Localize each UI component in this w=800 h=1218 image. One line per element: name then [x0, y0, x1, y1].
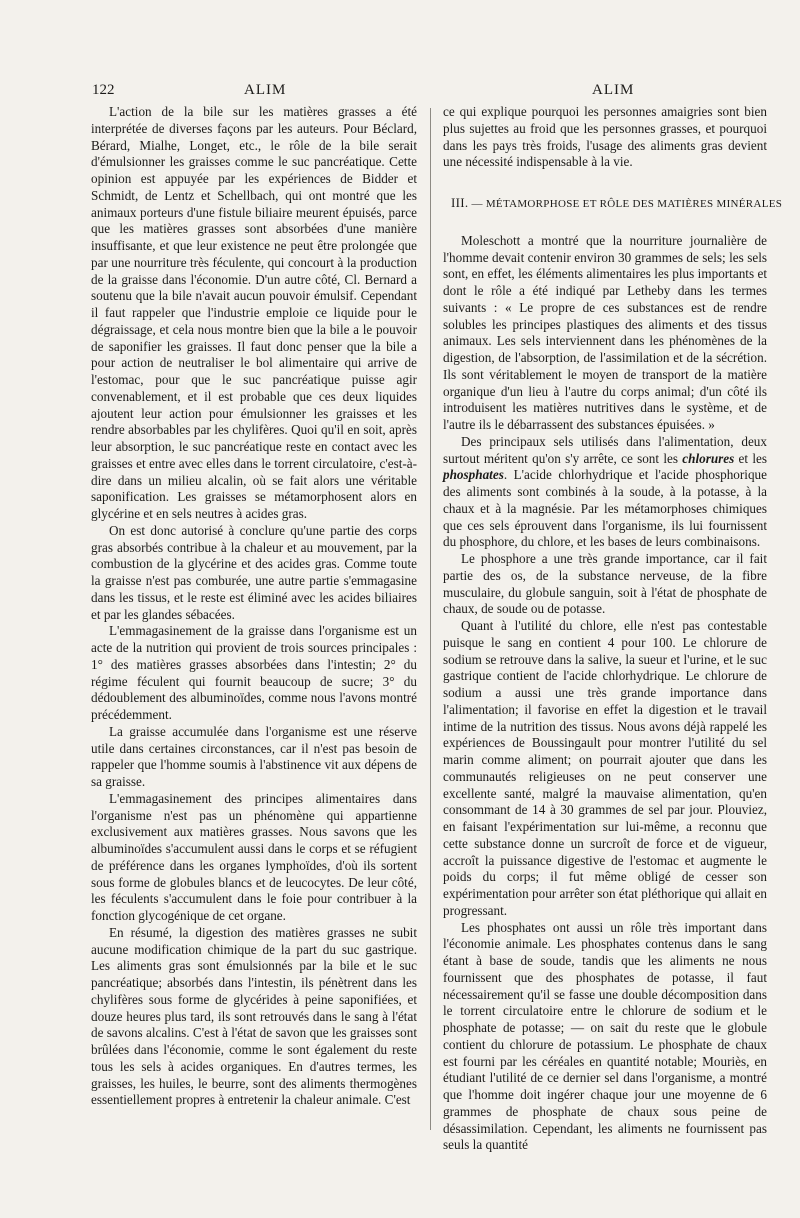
paragraph: ce qui explique pourquoi les personnes amaigries sont bien plus sujettes au froid que les personnes grasses, et pourquoi dans les pays très froids, l'usage des aliments gras devient une nécessité indispensable à la vie.: [443, 104, 767, 170]
running-head-right: ALIM: [592, 82, 635, 98]
text-run: Des principaux sels utilisés dans l'alimentation, deux surtout méritent qu'on s'y arrête, ce sont les: [443, 433, 767, 466]
paragraph: [443, 434, 767, 551]
section-number: III.: [451, 195, 469, 210]
page-number: 122: [92, 82, 115, 98]
section-dash: —: [468, 198, 486, 210]
section-title: MÉTAMORPHOSE ET RÔLE DES MATIÈRES MINÉRALES: [485, 198, 783, 210]
section-heading: [451, 195, 783, 213]
emphasis-phosphates: phosphates: [443, 467, 504, 483]
paragraph: L'action de la bile sur les matières grasses a été interprétée de diverses façons par les auteurs. Pour Béclard, Bérard, Mialhe, Longet, etc., le rôle de la bile serait d'émulsionner les graisses comme le suc pancréatique. Cette opinion est appuyée par les expériences de Bidder et Schmidt, de Lentz et Schellbach, qui ont montré que les animaux porteurs d'une fistule biliaire meurent épuisés, parce que les matières grasses sont absorbées d'une manière insuffisante, et que leur existence ne peut être prolongée que par une nourriture très féculente, qui concourt à la production de la graisse dans l'économie. D'un autre côté, Cl. Bernard a soutenu que la bile n'avait aucun pouvoir émulsif. Cependant il faut rappeler que l'industrie emploie ce liquide pour le dégraissage, et cela nous montre bien que la bile a le pouvoir de saponifier les graisses. Il faut donc penser que la bile a pour action de neutraliser le bol alimentaire qui arrive de l'estomac, pour que le suc pancréatique puisse agir convenablement, et il est probable que ces deux liquides ajoutent leur action pour émulsionner les graisses et les rendre absorbables par les chylifères. Quoi qu'il en soit, après leur absorption, le suc pancréatique reste en contact avec les graisses et entre avec elles dans le torrent circulatoire, c'est-à-dire dans un milieu alcalin, où se fait alors une véritable saponification. Les graisses se métamorphosent alors en glycérine et en sels neutres à acides gras.: [91, 104, 417, 521]
paragraph: En résumé, la digestion des matières grasses ne subit aucune modification chimique de la part du suc gastrique. Les aliments gras sont émulsionnés par la bile et le suc pancréatique; absorbés dans l'intestin, ils pénètrent dans les chylifères sous forme de glycérides à peine saponifiées, et douze heures plus tard, ils sont retrouvés dans le sang à l'état de savons alcalins. C'est à l'état de savon que les graisses sont brûlées dans l'économie, comme le sont également du reste tous les sels à acides organiques. En d'autres termes, les graisses, les huiles, le beurre, sont des aliments thermogènes essentiellement propres à entretenir la chaleur animale. C'est: [91, 924, 417, 1108]
paragraph: L'emmagasinement des principes alimentaires dans l'organisme n'est pas un phénomène qui appartienne exclusivement aux matières grasses. Nous savons que les albuminoïdes s'accumulent aussi dans le corps et se réfugient de préférence dans les organes lymphoïdes, d'où ils sortent sous forme de globules blancs et de leucocytes. De leur côté, les féculents s'accumulent dans le foie pour contribuer à la fonction glycogénique de cet organe.: [91, 790, 417, 923]
emphasis-chlorures: chlorures: [682, 450, 735, 466]
paragraph: Moleschott a montré que la nourriture journalière de l'homme devait contenir environ 30 grammes de sels; les sels sont, en effet, les éléments alimentaires les plus importants et dont le rôle a été indiqué par Letheby dans les termes suivants : « Le propre de ces substances est de rendre solubles les principes plastiques des aliments et des tissus animaux. Les sels interviennent dans les phénomènes de la digestion, de l'absorption, de l'assimilation et de la sécrétion. Ils sont véritablement le moyen de transport de la matière organique d'un lieu à l'autre du corps animal; d'un côté ils introduisent les matières nutritives dans le système, et de l'autre ils le débarrassent des substances épuisées. »: [443, 232, 767, 432]
paragraph: L'emmagasinement de la graisse dans l'organisme est un acte de la nutrition qui provient de trois sources principales : 1° des matières grasses absorbées dans l'intestin; 2° du régime féculent qui fournit beaucoup de sucre; 3° du dédoublement des albuminoïdes, comme nous l'avons montré précédemment.: [91, 623, 417, 722]
paragraph: Quant à l'utilité du chlore, elle n'est pas contestable puisque le sang en contient 4 pour 100. Le chlorure de sodium se retrouve dans la salive, la sueur et l'urine, et le suc gastrique contient de l'acide chlorhydrique. Le chlorure de sodium a aussi une très grande importance dans l'alimentation; il favorise en effet la digestion et le travail intime de la nutrition des tissus. Nous avons déjà rappelé les expériences de Boussingault pour montrer l'utilité du sel marin comme aliment; on pourrait ajouter que dans les communautés religieuses on ne peut conserver une excellente santé, malgré la mauvaise alimentation, qu'en consommant de 14 à 30 grammes de sel par jour. Plouviez, en faisant l'expérimentation sur lui-même, a reconnu que cette substance donne un surcroît de force et de vigueur, accroît la puissance digestive de l'estomac et augmente le poids du corps; il fut même obligé de cesser son expérimentation pour arrêter son état pléthorique qui allait en progressant.: [443, 618, 767, 918]
paragraph: La graisse accumulée dans l'organisme est une réserve utile dans certaines circonstances, car il n'est pas besoin de rappeler que l'homme soumis à l'abstinence vit aux dépens de sa graisse.: [91, 723, 417, 789]
paragraph: Les phosphates ont aussi un rôle très important dans l'économie animale. Les phosphates contenus dans le sang étant à base de soude, tandis que les aliments ne nous fournissent que des phosphates de potasse, il faut nécessairement qu'il se fasse une double décomposition dans le torrent circulatoire entre le chlorure de sodium et le phosphate de potasse; — on sait du reste que le globule contient du chlorure de potassium. Le phosphate de chaux est fourni par les céréales en quantité notable; Mouriès, en étudiant l'utilité de ce dernier sel dans l'organisme, a montré que l'homme doit ingérer chaque jour une moyenne de 6 grammes de phosphate de chaux sous peine de désassimilation. Cependant, les aliments ne fournissent pas seuls la quantité: [443, 919, 767, 1153]
running-head-left: ALIM: [244, 82, 287, 98]
column-divider: [430, 108, 431, 1130]
page-header: [92, 82, 768, 104]
paragraph: On est donc autorisé à conclure qu'une partie des corps gras absorbés contribue à la chaleur et au mouvement, par la combustion de la glycérine et des acides gras. Comme toute la graisse n'est pas comburée, une autre partie s'emmagasine dans les tissus, et le reste est éliminé avec les acides biliaires et par les glandes sébacées.: [91, 522, 417, 622]
right-column: [443, 104, 783, 1154]
left-column: [91, 104, 417, 1109]
paragraph: Le phosphore a une très grande importance, car il fait partie des os, de la substance nerveuse, de la fibre musculaire, du globule sanguin, soit à l'état de phosphate de chaux, de soude ou de potasse.: [443, 551, 767, 617]
text-run: et les: [734, 450, 767, 466]
text-run: . L'acide chlorhydrique et l'acide phosphorique des aliments sont combinés à la soude, à la potasse, à la chaux et à la magnésie. Par les métamorphoses chimiques que ces sels éprouvent dans l'organisme, ils lui fournissent du phosphore, du chlore, et les bases de leurs combinaisons.: [443, 467, 767, 550]
